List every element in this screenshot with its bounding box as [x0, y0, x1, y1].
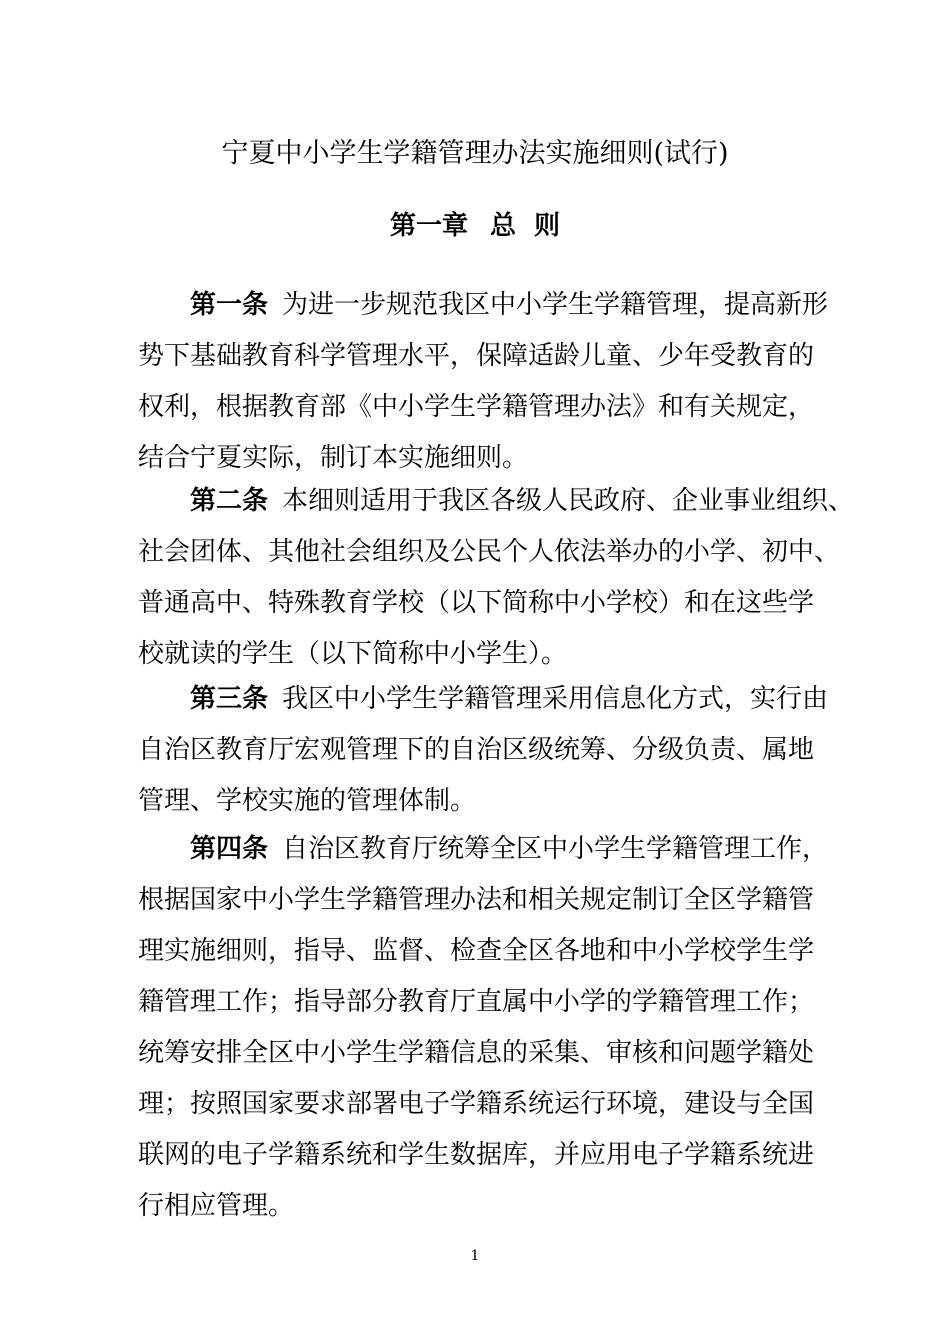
article-line: 根据国家中小学生学籍管理办法和相关规定制订全区学籍管 [138, 885, 815, 915]
article-line: 行相应管理。 [138, 1191, 295, 1221]
article-line: 联网的电子学籍系统和学生数据库，并应用电子学籍系统进 [138, 1140, 815, 1170]
article-text: 本细则适用于我区各级人民政府、企业事业组织、 [282, 486, 855, 516]
article-line: 统筹安排全区中小学生学籍信息的采集、审核和问题学籍处 [138, 1038, 815, 1068]
article-label: 第三条 [190, 684, 269, 714]
article-text: 为进一步规范我区中小学生学籍管理，提高新形 [282, 290, 829, 320]
article-line: 校就读的学生（以下简称中小学生）。 [138, 639, 568, 669]
article-text: 我区中小学生学籍管理采用信息化方式，实行由 [282, 684, 829, 714]
page-number: 1 [470, 1248, 480, 1264]
article-line [138, 824, 838, 875]
article-label: 第四条 [190, 834, 269, 864]
article-line: 管理、学校实施的管理体制。 [138, 786, 477, 816]
chapter-name: 总 则 [489, 211, 561, 241]
article-label: 第一条 [190, 290, 269, 320]
document-title: 宁夏中小学生学籍管理办法实施细则(试行) [221, 138, 729, 169]
article-line: 自治区教育厅宏观管理下的自治区级统筹、分级负责、属地 [138, 735, 815, 765]
article-1 [138, 280, 838, 484]
article-line: 权利，根据教育部《中小学生学籍管理办法》和有关规定， [138, 392, 815, 422]
article-line: 籍管理工作；指导部分教育厅直属中小学的学籍管理工作； [138, 987, 815, 1017]
article-line: 理实施细则，指导、监督、检查全区各地和中小学校学生学 [138, 936, 815, 966]
chapter-number: 第一章 [389, 211, 468, 241]
article-line: 理；按照国家要求部署电子学籍系统运行环境，建设与全国 [138, 1089, 815, 1119]
article-3 [138, 674, 838, 827]
article-line: 结合宁夏实际，制订本实施细则。 [138, 443, 529, 473]
article-text: 自治区教育厅统筹全区中小学生学籍管理工作， [282, 834, 829, 864]
article-line: 势下基础教育科学管理水平，保障适龄儿童、少年受教育的 [138, 341, 815, 371]
article-line [138, 280, 838, 331]
article-label: 第二条 [190, 486, 269, 516]
article-2 [138, 476, 855, 680]
article-line: 社会团体、其他社会组织及公民个人依法举办的小学、初中、 [138, 537, 841, 567]
chapter-heading [0, 208, 950, 244]
article-4 [138, 824, 838, 1232]
article-line [138, 674, 838, 725]
article-line [138, 476, 855, 527]
article-line: 普通高中、特殊教育学校（以下简称中小学校）和在这些学 [138, 588, 815, 618]
